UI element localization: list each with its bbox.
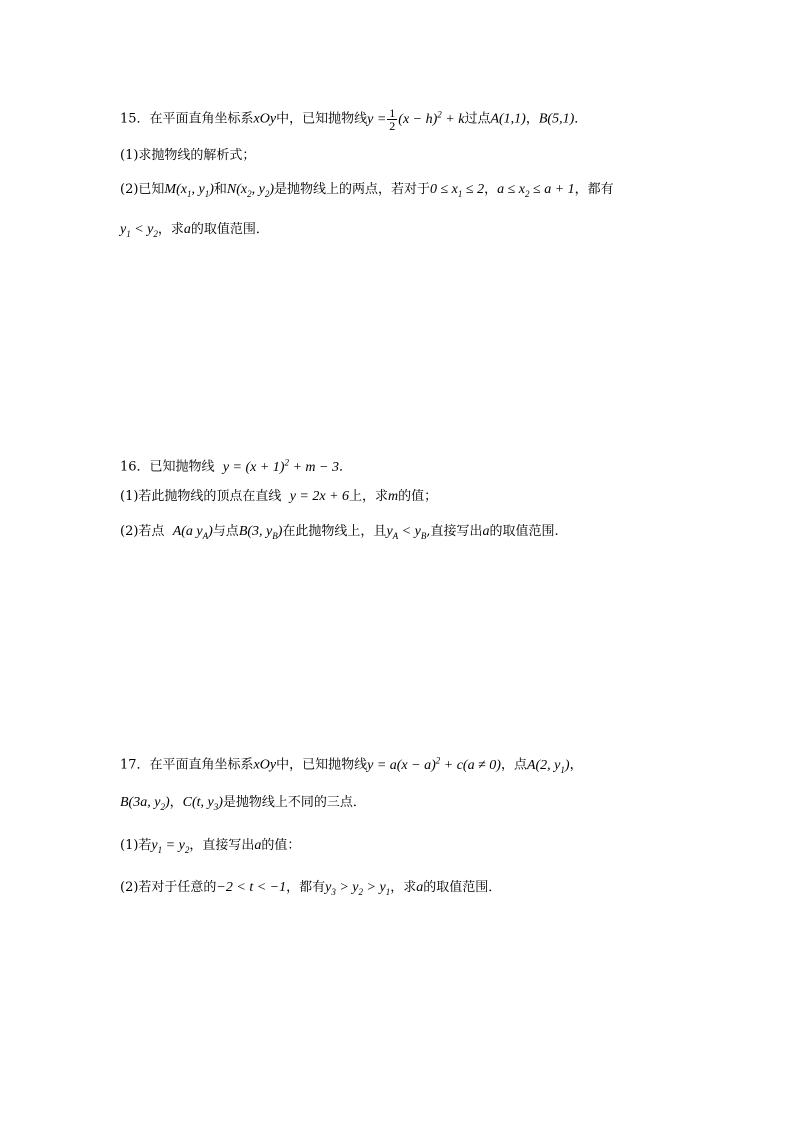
q17-line1: 17．在平面直角坐标系xOy中，已知抛物线$y = a(x - a)^2 + c(a \ne 0)$，点A(2, $y_1$)，	[120, 755, 583, 775]
q16-inequality: $y_A < y_B$	[386, 524, 427, 541]
q16-equation: $y = (x + 1)^2 + m - 3$	[222, 457, 339, 475]
q17-line4: (2)若对于任意的−2 < t < −1，都有$y_3 > y_2 > y_1$，求a的取值范围．	[120, 880, 502, 897]
q15-text: 中，已知抛物线	[276, 111, 368, 127]
q17-line2: B(3a, $y_2$)，C(t, $y_3$)是抛物线上不同的三点．	[120, 795, 366, 812]
q17-equation: $y = a(x - a)^2 + c(a \ne 0)$	[367, 755, 501, 773]
q17-line3: (1)若$y_1 = y_2$，直接写出a的值：	[120, 838, 301, 855]
q16-point-a: A(a $y_A$)	[172, 524, 213, 541]
q15-xoy: xOy	[253, 111, 277, 127]
q15-text: 过点	[464, 111, 491, 127]
q17-inequality: $y_3 > y_2 > y_1$	[325, 880, 391, 897]
q17-equality: $y_1 = y_2$	[151, 838, 190, 855]
q15-line2: (1)求抛物线的解析式；	[120, 148, 256, 163]
q16-line1: 16．已知抛物线 $y = (x + 1)^2 + m - 3$．	[120, 457, 352, 475]
q17-point-c: C(t, $y_3$)	[182, 795, 223, 812]
q15-line4: $y_1 < y_2$，求a的取值范围．	[120, 222, 269, 239]
q15-text: 15．在平面直角坐标系	[120, 111, 254, 127]
q15-condition-1: $0 \le x_1 \le 2$	[430, 182, 485, 199]
q15-point-a: A(1,1)	[490, 111, 526, 127]
q15-line1: 15．在平面直角坐标系xOy中，已知抛物线y = $\frac{1}{2}$ $(x - h)^2 + k$过点A(1,1)，B(5,1)．	[120, 105, 588, 133]
q16-line3: (2)若点 A(a $y_A$)与点B(3, $y_B$)在此抛物线上，且$y_A < y_B$,直接写出a的取值范围.	[120, 524, 559, 541]
q17-point-b: B(3a, $y_2$)	[120, 795, 170, 812]
q17-point-a: A(2, $y_1$)	[526, 757, 570, 775]
q16-line-equation: y = 2x + 6	[289, 489, 350, 504]
q15-condition-2: $a \le x_2 \le a + 1$	[497, 182, 575, 199]
q17-xoy: xOy	[253, 757, 277, 773]
q17-range: −2 < t < −1	[216, 880, 287, 895]
q15-equation: y = $\frac{1}{2}$ $(x - h)^2 + k$	[367, 105, 465, 133]
q16-point-b: B(3, $y_B$)	[238, 524, 283, 541]
q15-point-m: $M(x_1$, $y_1$)	[164, 182, 214, 199]
q15-inequality: $y_1 < y_2$	[120, 222, 158, 239]
q16-line2: (1)若此抛物线的顶点在直线 y = 2x + 6上，求m的值；	[120, 489, 438, 504]
q15-point-n: $N(x_2$, $y_2$)	[226, 182, 274, 199]
q15-fraction: $\frac{1}{2}$	[389, 105, 396, 133]
q15-point-b: B(5,1)	[538, 111, 575, 127]
q15-line3: (2)已知$M(x_1$, $y_1$)和$N(x_2$, $y_2$)是抛物线上的两点，若对于$0 \le x_1 \le 2$，$a \le x_2 \le a + 1$，都有	[120, 182, 614, 199]
